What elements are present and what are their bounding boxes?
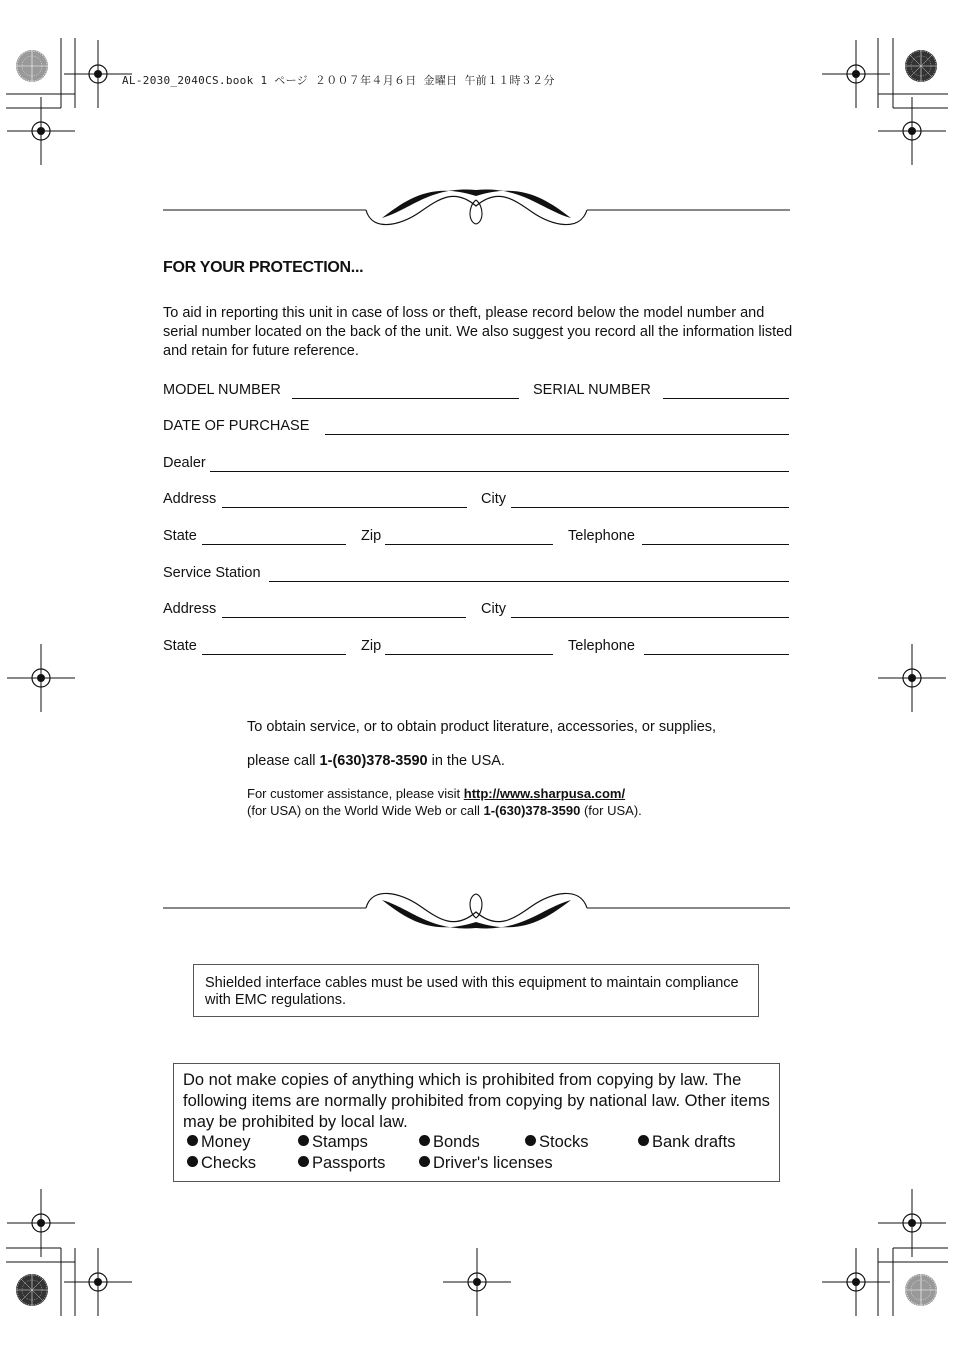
service-telephone-label: Telephone	[568, 638, 635, 654]
form-row-dealer	[163, 455, 789, 473]
list-item: Driver's licenses	[419, 1154, 553, 1173]
dealer-zip-label: Zip	[361, 528, 382, 544]
dealer-telephone-field[interactable]	[642, 544, 789, 545]
bullet-icon	[525, 1135, 536, 1146]
form-row-model	[163, 382, 789, 400]
service-city-label: City	[481, 601, 506, 617]
dealer-zip-field[interactable]	[385, 544, 553, 545]
bullet-icon	[298, 1135, 309, 1146]
service-state-field[interactable]	[202, 654, 346, 655]
list-item: Bonds	[419, 1133, 480, 1152]
service-zip-field[interactable]	[385, 654, 553, 655]
emc-notice-text: Shielded interface cables must be used with this equipment to maintain compliance with EMC regulations.	[205, 975, 739, 1008]
list-item: Passports	[298, 1154, 385, 1173]
form-row-service-state	[163, 638, 789, 656]
phone-number: 1-(630)378-3590	[319, 753, 428, 769]
bullet-icon	[298, 1156, 309, 1167]
service-state-label: State	[163, 638, 197, 654]
service-zip-label: Zip	[361, 638, 382, 654]
visit-line: For customer assistance, please visit http://www.sharpusa.com/ (for USA) on the World Wide Web or call 1-(630)378-3590 (for USA).	[247, 786, 642, 818]
dealer-state-label: State	[163, 528, 197, 544]
model-number-field[interactable]	[292, 398, 519, 399]
serial-number-field[interactable]	[663, 398, 789, 399]
copy-notice-box	[173, 1063, 780, 1182]
form-row-service-station	[163, 565, 789, 583]
dealer-label: Dealer	[163, 455, 206, 471]
phone-number-2: 1-(630)378-3590	[483, 803, 581, 818]
list-item: Bank drafts	[638, 1133, 735, 1152]
serial-number-label: SERIAL NUMBER	[533, 382, 651, 398]
dealer-state-field[interactable]	[202, 544, 346, 545]
service-station-label: Service Station	[163, 565, 261, 581]
service-info	[247, 718, 717, 819]
print-header: AL-2030_2040CS.book 1 ページ ２００７年４月６日 金曜日 午前１１時３２分	[122, 74, 555, 87]
model-number-label: MODEL NUMBER	[163, 382, 281, 398]
list-item: Stocks	[525, 1133, 589, 1152]
service-address-field[interactable]	[222, 617, 466, 618]
emc-notice-box	[193, 964, 759, 1017]
dealer-field[interactable]	[210, 471, 789, 472]
ornament-bottom	[163, 893, 790, 928]
service-station-field[interactable]	[269, 581, 789, 582]
dealer-address-field[interactable]	[222, 507, 467, 508]
list-item: Stamps	[298, 1133, 368, 1152]
call-line: please call 1-(630)378-3590 in the USA.	[247, 753, 505, 769]
dealer-telephone-label: Telephone	[568, 528, 635, 544]
service-telephone-field[interactable]	[644, 654, 789, 655]
bullet-icon	[187, 1156, 198, 1167]
date-of-purchase-field[interactable]	[325, 434, 789, 435]
date-of-purchase-label: DATE OF PURCHASE	[163, 418, 310, 434]
bullet-icon	[187, 1135, 198, 1146]
page-title: FOR YOUR PROTECTION...	[163, 259, 364, 276]
list-item: Money	[187, 1133, 251, 1152]
list-item: Checks	[187, 1154, 256, 1173]
form-row-dealer-address	[163, 491, 789, 509]
ornament-top	[163, 190, 790, 225]
sharp-url-link[interactable]: http://www.sharpusa.com/	[463, 786, 626, 801]
copy-notice-text: Do not make copies of anything which is prohibited from copying by law. The following items are normally prohibited from copying by national law. Other items may be prohibited by local law.	[183, 1071, 770, 1131]
dealer-address-label: Address	[163, 491, 217, 507]
dealer-city-field[interactable]	[511, 507, 789, 508]
service-line: To obtain service, or to obtain product literature, accessories, or supplies,	[247, 719, 717, 735]
bullet-icon	[419, 1135, 430, 1146]
service-address-label: Address	[163, 601, 217, 617]
form-row-service-address	[163, 601, 789, 619]
form-row-purchase	[163, 418, 789, 436]
service-city-field[interactable]	[511, 617, 789, 618]
dealer-city-label: City	[481, 491, 506, 507]
bullet-icon	[419, 1156, 430, 1167]
form-row-dealer-state	[163, 528, 789, 546]
intro-paragraph: To aid in reporting this unit in case of loss or theft, please record below the model number and serial number located on the back of the unit. We also suggest you record all the information listed and retain for future reference.	[163, 305, 793, 359]
bullet-icon	[638, 1135, 649, 1146]
